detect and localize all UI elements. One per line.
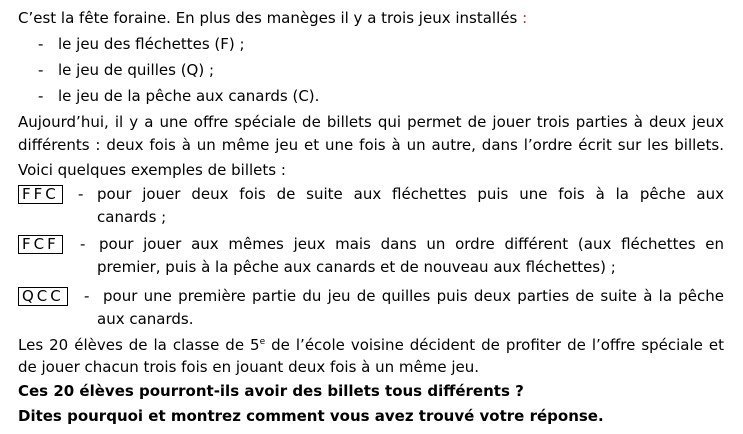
example-description: pour une première partie du jeu de quilles puis deux parties de suite à la pêche (103, 287, 724, 305)
intro-text: C’est la fête foraine. En plus des manèges il y a trois jeux installés (18, 9, 518, 27)
offer-line-2: différents : deux fois à un même jeu et une fois à un autre, dans l’ordre écrit sur les billets. (18, 136, 724, 154)
intro-colon: : (522, 9, 528, 27)
class-text-part2: de l’école voisine décident de profiter de l’offre spéciale et (265, 336, 725, 354)
class-line-2: de jouer chacun trois fois en jouant deux fois à un même jeu. (18, 358, 480, 376)
game-label: le jeu des fléchettes (F) ; (58, 35, 245, 53)
example-description-cont: aux canards. (97, 310, 194, 328)
list-dash: - (38, 87, 44, 105)
example-ticket-ffc (18, 185, 724, 231)
examples-intro: Voici quelques exemples de billets : (18, 161, 286, 179)
class-line-1 (18, 336, 724, 354)
list-dash: - (38, 61, 44, 79)
question-2: Dites pourquoi et montrez comment vous avez trouvé votre réponse. (18, 407, 604, 425)
example-description-cont: canards ; (97, 208, 167, 226)
example-description-cont: premier, puis à la pêche aux canards et de nouveau aux fléchettes) ; (97, 258, 616, 276)
example-description: pour jouer deux fois de suite aux fléchettes puis une fois à la pêche aux (97, 185, 724, 203)
example-ticket-fcf (18, 235, 724, 281)
question-1: Ces 20 élèves pourront-ils avoir des billets tous différents ? (18, 382, 524, 400)
ticket-box: FFC (18, 185, 63, 204)
class-text-part1: Les 20 élèves de la classe de 5 (18, 336, 260, 354)
example-description: pour jouer aux mêmes jeux mais dans un ordre différent (aux fléchettes en (99, 235, 724, 253)
game-label: le jeu de quilles (Q) ; (58, 61, 215, 79)
list-dash: - (38, 35, 44, 53)
example-dash: - (78, 185, 84, 203)
intro-line (18, 9, 527, 27)
example-ticket-qcc (18, 287, 724, 333)
game-label: le jeu de la pêche aux canards (C). (58, 87, 320, 105)
offer-line-1: Aujourd’hui, il y a une offre spéciale de billets qui permet de jouer trois parties à deux jeux (18, 113, 724, 131)
example-dash: - (84, 287, 90, 305)
ticket-box: FCF (18, 235, 63, 254)
ticket-box: QCC (18, 287, 68, 306)
grade-superscript: e (259, 337, 266, 347)
example-dash: - (80, 235, 86, 253)
